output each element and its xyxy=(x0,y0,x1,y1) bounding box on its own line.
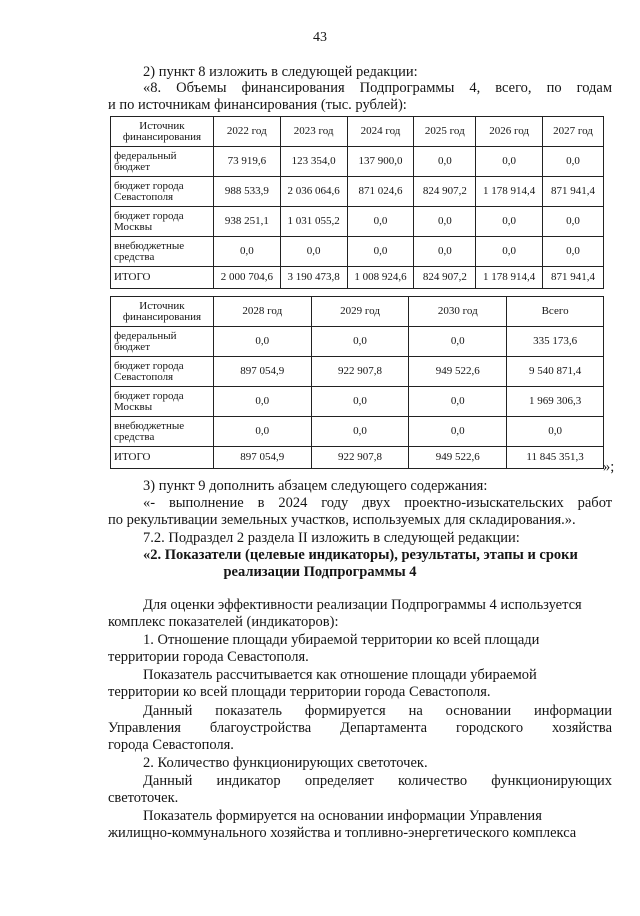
row-value-cell: 1 178 914,4 xyxy=(476,267,543,289)
row-value-cell: 0,0 xyxy=(213,327,311,357)
row-value-cell: 988 533,9 xyxy=(213,177,280,207)
indicator2-line-1: 2. Количество функционирующих светоточек. xyxy=(143,755,428,771)
indicator1-source-line-1-word: показатель xyxy=(215,703,282,719)
indicator2-desc-line-1-word: функционирующих xyxy=(491,773,612,789)
row-value-cell: 922 907,8 xyxy=(311,447,409,469)
intro-line-2 xyxy=(143,80,612,97)
row-value-cell: 137 900,0 xyxy=(347,147,414,177)
para3-line-2-word: проектно-изыскательских xyxy=(404,495,564,511)
table-header-row xyxy=(111,297,604,327)
row-value-cell: 1 969 306,3 xyxy=(507,387,604,417)
row-value-cell: 949 522,6 xyxy=(409,357,507,387)
row-value-cell: 2 036 064,6 xyxy=(280,177,347,207)
table-header-row xyxy=(111,117,604,147)
table-row xyxy=(111,417,604,447)
indicator1-source-line-3: города Севастополя. xyxy=(108,737,234,753)
row-value-cell: 0,0 xyxy=(213,237,280,267)
row-value-cell: 824 907,2 xyxy=(414,177,476,207)
table-row xyxy=(111,237,604,267)
intro-line-2-word: финансирования xyxy=(241,80,345,96)
indicator1-source-line-1-word: на xyxy=(408,703,423,719)
para3-line-2-word: году xyxy=(321,495,349,511)
indicator1-calc-line-1: Показатель рассчитывается как отношение площади убираемой xyxy=(143,667,537,683)
indicator1-source-line-2-word: Департамента xyxy=(340,720,428,736)
indicator2-desc-line-2: светоточек. xyxy=(108,790,179,806)
indicator1-line-2: территории города Севастополя. xyxy=(108,649,309,665)
page-number: 43 xyxy=(313,30,327,45)
para3-line-2-word: в xyxy=(257,495,265,511)
indicator1-source-line-2-word: городского xyxy=(456,720,524,736)
intro-line-1: 2) пункт 8 изложить в следующей редакции: xyxy=(143,64,418,80)
row-value-cell: 2 000 704,6 xyxy=(213,267,280,289)
table-row xyxy=(111,357,604,387)
closing-mark: »; xyxy=(603,459,615,475)
row-value-cell: 1 031 055,2 xyxy=(280,207,347,237)
indicator2-desc-line-1-word: определяет xyxy=(304,773,374,789)
row-value-cell: 0,0 xyxy=(414,147,476,177)
row-value-cell: 1 008 924,6 xyxy=(347,267,414,289)
section-title-line-1: «2. Показатели (целевые индикаторы), результаты, этапы и сроки xyxy=(143,547,578,563)
para3-line-2-word: двух xyxy=(362,495,391,511)
row-value-cell: 0,0 xyxy=(476,147,543,177)
row-value-cell: 0,0 xyxy=(476,207,543,237)
row-value-cell: 3 190 473,8 xyxy=(280,267,347,289)
row-source-cell: бюджет города Севастополя xyxy=(111,357,214,387)
indicator1-source-line-2-word: хозяйства xyxy=(552,720,613,736)
row-value-cell: 0,0 xyxy=(280,237,347,267)
row-value-cell: 0,0 xyxy=(507,417,604,447)
indicator1-source-line-2-word: благоустройства xyxy=(209,720,312,736)
para-7-2: 7.2. Подраздел 2 раздела II изложить в следующей редакции: xyxy=(143,530,520,546)
row-value-cell: 1 178 914,4 xyxy=(476,177,543,207)
para3-line-2-word: «- xyxy=(143,495,156,511)
header-year: 2026 год xyxy=(476,117,543,147)
indicator1-source-line-2-word: Управления xyxy=(108,720,181,736)
header-year: 2022 год xyxy=(213,117,280,147)
row-value-cell: 0,0 xyxy=(414,237,476,267)
row-value-cell: 949 522,6 xyxy=(409,447,507,469)
intro-line-2-word: 4, xyxy=(469,80,481,96)
row-value-cell: 897 054,9 xyxy=(213,357,311,387)
row-value-cell: 0,0 xyxy=(543,237,604,267)
row-source-cell: бюджет города Москвы xyxy=(111,387,214,417)
row-source-cell: бюджет города Севастополя xyxy=(111,177,214,207)
header-source: Источник финансирования xyxy=(111,297,214,327)
row-source-cell: ИТОГО xyxy=(111,447,214,469)
row-source-cell: федеральный бюджет xyxy=(111,147,214,177)
row-value-cell: 922 907,8 xyxy=(311,357,409,387)
row-value-cell: 0,0 xyxy=(311,417,409,447)
row-value-cell: 73 919,6 xyxy=(213,147,280,177)
p1-line-1: Для оценки эффективности реализации Подпрограммы 4 используется xyxy=(143,597,582,613)
header-year: 2023 год xyxy=(280,117,347,147)
row-value-cell: 335 173,6 xyxy=(507,327,604,357)
row-value-cell: 0,0 xyxy=(311,387,409,417)
header-year: 2027 год xyxy=(543,117,604,147)
indicator2-desc-line-1-word: количество xyxy=(397,773,468,789)
indicator2-desc-line-1-word: Данный xyxy=(143,773,193,789)
intro-line-2-word: «8. Объемы xyxy=(143,80,227,96)
row-value-cell: 871 941,4 xyxy=(543,267,604,289)
header-year: 2025 год xyxy=(414,117,476,147)
row-value-cell: 11 845 351,3 xyxy=(507,447,604,469)
row-value-cell: 0,0 xyxy=(476,237,543,267)
row-value-cell: 0,0 xyxy=(409,327,507,357)
table-row xyxy=(111,447,604,469)
header-year: Всего xyxy=(507,297,604,327)
para3-line-2 xyxy=(143,495,612,512)
header-year: 2024 год xyxy=(347,117,414,147)
header-year: 2028 год xyxy=(213,297,311,327)
para3-line-2-word: выполнение xyxy=(168,495,244,511)
indicator2-source-line-1: Показатель формируется на основании информации Управления xyxy=(143,808,542,824)
header-year: 2030 год xyxy=(409,297,507,327)
intro-line-3: и по источникам финансирования (тыс. рублей): xyxy=(108,97,407,113)
intro-line-2-word: Подпрограммы xyxy=(359,80,455,96)
financing-table-2028-total xyxy=(110,296,604,469)
row-value-cell: 9 540 871,4 xyxy=(507,357,604,387)
intro-line-2-word: всего, xyxy=(495,80,532,96)
row-source-cell: бюджет города Москвы xyxy=(111,207,214,237)
row-value-cell: 871 024,6 xyxy=(347,177,414,207)
row-value-cell: 897 054,9 xyxy=(213,447,311,469)
row-value-cell: 0,0 xyxy=(311,327,409,357)
p1-line-2: комплекс показателей (индикаторов): xyxy=(108,614,339,630)
row-value-cell: 0,0 xyxy=(409,387,507,417)
row-value-cell: 824 907,2 xyxy=(414,267,476,289)
row-value-cell: 0,0 xyxy=(543,147,604,177)
para3-line-1: 3) пункт 9 дополнить абзацем следующего содержания: xyxy=(143,478,488,494)
table-row xyxy=(111,207,604,237)
para3-line-2-word: работ xyxy=(577,495,613,511)
row-source-cell: ИТОГО xyxy=(111,267,214,289)
row-value-cell: 871 941,4 xyxy=(543,177,604,207)
indicator1-source-line-1-word: информации xyxy=(534,703,613,719)
indicator1-line-1: 1. Отношение площади убираемой территории ко всей площади xyxy=(143,632,540,648)
table-row xyxy=(111,267,604,289)
table-row xyxy=(111,327,604,357)
header-source: Источник финансирования xyxy=(111,117,214,147)
row-value-cell: 0,0 xyxy=(347,207,414,237)
row-value-cell: 938 251,1 xyxy=(213,207,280,237)
para3-line-3: по рекультивации земельных участков, используемых для складирования.». xyxy=(108,512,576,528)
financing-table-2022-2027 xyxy=(110,116,604,289)
indicator1-calc-line-2: территории ко всей площади территории города Севастополя. xyxy=(108,684,491,700)
indicator1-source-line-2 xyxy=(108,720,612,737)
header-year: 2029 год xyxy=(311,297,409,327)
indicator1-source-line-1-word: Данный xyxy=(143,703,193,719)
row-value-cell: 0,0 xyxy=(347,237,414,267)
row-source-cell: федеральный бюджет xyxy=(111,327,214,357)
row-value-cell: 123 354,0 xyxy=(280,147,347,177)
row-source-cell: внебюджетные средства xyxy=(111,237,214,267)
indicator1-source-line-1-word: формируется xyxy=(304,703,386,719)
indicator1-source-line-1-word: основании xyxy=(445,703,512,719)
table-row xyxy=(111,177,604,207)
indicator2-source-line-2: жилищно-коммунального хозяйства и топливно-энергетического комплекса xyxy=(108,825,577,841)
section-title-line-2: реализации Подпрограммы 4 xyxy=(223,564,417,580)
para3-line-2-word: 2024 xyxy=(278,495,308,511)
row-value-cell: 0,0 xyxy=(543,207,604,237)
table-row xyxy=(111,387,604,417)
indicator1-source-line-1 xyxy=(143,703,612,720)
indicator2-desc-line-1 xyxy=(143,773,612,790)
row-value-cell: 0,0 xyxy=(213,387,311,417)
indicator2-desc-line-1-word: индикатор xyxy=(216,773,281,789)
intro-line-2-word: по xyxy=(546,80,562,96)
table-row xyxy=(111,147,604,177)
row-value-cell: 0,0 xyxy=(409,417,507,447)
row-source-cell: внебюджетные средства xyxy=(111,417,214,447)
row-value-cell: 0,0 xyxy=(213,417,311,447)
row-value-cell: 0,0 xyxy=(414,207,476,237)
intro-line-2-word: годам xyxy=(576,80,613,96)
